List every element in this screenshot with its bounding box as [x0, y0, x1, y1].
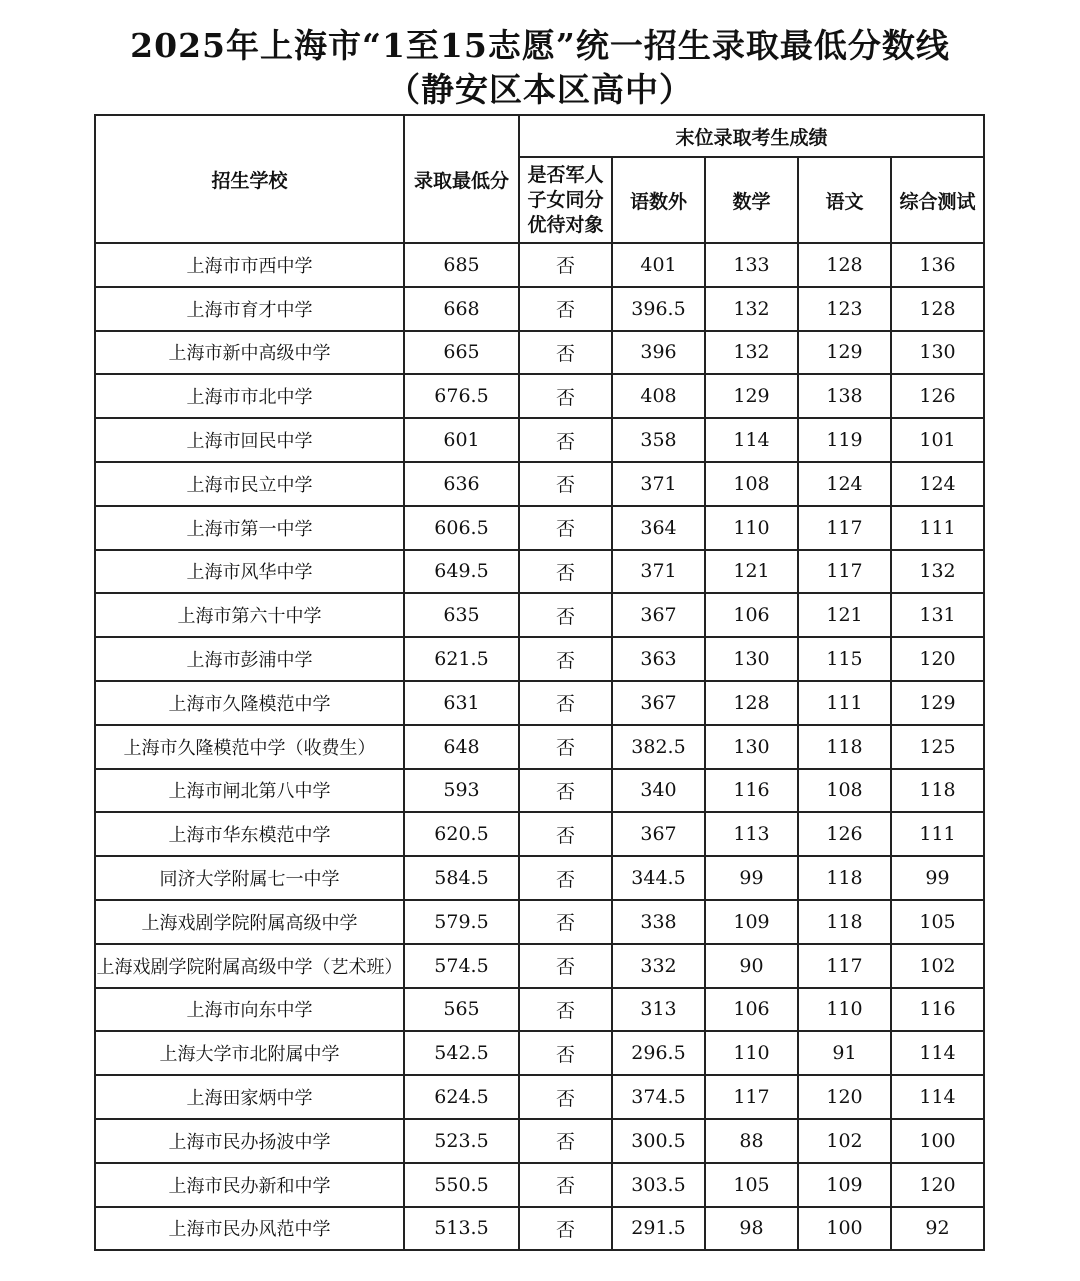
cell-school: 上海市风华中学: [95, 550, 404, 594]
cell-chinese: 128: [798, 243, 891, 287]
cell-military-priority: 否: [519, 462, 612, 506]
cell-math: 110: [705, 1031, 798, 1075]
cell-school: 上海市新中高级中学: [95, 331, 404, 375]
cell-comprehensive: 99: [891, 856, 984, 900]
cell-math: 88: [705, 1119, 798, 1163]
cell-chinese: 120: [798, 1075, 891, 1119]
header-comprehensive: 综合测试: [891, 157, 984, 243]
cell-min-score: 606.5: [404, 506, 519, 550]
cell-min-score: 565: [404, 988, 519, 1032]
cell-min-score: 631: [404, 681, 519, 725]
table-row: [95, 550, 984, 594]
cell-chi-math-eng: 396.5: [612, 287, 705, 331]
header-school: 招生学校: [95, 115, 404, 243]
cell-min-score: 513.5: [404, 1207, 519, 1251]
cell-school: 上海市久隆模范中学（收费生）: [95, 725, 404, 769]
cell-school: 上海市民办扬波中学: [95, 1119, 404, 1163]
table-row: [95, 900, 984, 944]
cell-school: 上海戏剧学院附属高级中学（艺术班）: [95, 944, 404, 988]
cell-chi-math-eng: 382.5: [612, 725, 705, 769]
cell-military-priority: 否: [519, 1207, 612, 1251]
cell-chinese: 115: [798, 637, 891, 681]
cell-chinese: 118: [798, 900, 891, 944]
cell-comprehensive: 128: [891, 287, 984, 331]
cell-comprehensive: 100: [891, 1119, 984, 1163]
cell-chinese: 110: [798, 988, 891, 1032]
admission-score-table: [94, 114, 985, 1251]
cell-chi-math-eng: 332: [612, 944, 705, 988]
table-row: [95, 988, 984, 1032]
cell-military-priority: 否: [519, 900, 612, 944]
cell-math: 109: [705, 900, 798, 944]
cell-chinese: 109: [798, 1163, 891, 1207]
cell-min-score: 636: [404, 462, 519, 506]
cell-math: 132: [705, 331, 798, 375]
cell-military-priority: 否: [519, 593, 612, 637]
cell-min-score: 668: [404, 287, 519, 331]
table-row: [95, 1207, 984, 1251]
cell-school: 上海田家炳中学: [95, 1075, 404, 1119]
cell-chi-math-eng: 364: [612, 506, 705, 550]
table-row: [95, 462, 984, 506]
cell-military-priority: 否: [519, 812, 612, 856]
cell-chi-math-eng: 371: [612, 550, 705, 594]
cell-military-priority: 否: [519, 418, 612, 462]
table-row: [95, 812, 984, 856]
cell-comprehensive: 116: [891, 988, 984, 1032]
cell-chinese: 111: [798, 681, 891, 725]
cell-comprehensive: 102: [891, 944, 984, 988]
cell-chinese: 126: [798, 812, 891, 856]
page-subtitle: （静安区本区高中）: [387, 70, 693, 109]
table-row: [95, 506, 984, 550]
cell-min-score: 676.5: [404, 374, 519, 418]
cell-military-priority: 否: [519, 506, 612, 550]
cell-school: 上海市民办新和中学: [95, 1163, 404, 1207]
cell-chi-math-eng: 371: [612, 462, 705, 506]
cell-min-score: 649.5: [404, 550, 519, 594]
table-row: [95, 374, 984, 418]
cell-military-priority: 否: [519, 944, 612, 988]
cell-comprehensive: 136: [891, 243, 984, 287]
cell-school: 上海市回民中学: [95, 418, 404, 462]
cell-chi-math-eng: 340: [612, 769, 705, 813]
cell-comprehensive: 120: [891, 637, 984, 681]
cell-school: 上海市市北中学: [95, 374, 404, 418]
cell-min-score: 624.5: [404, 1075, 519, 1119]
cell-comprehensive: 114: [891, 1075, 984, 1119]
cell-school: 上海市华东模范中学: [95, 812, 404, 856]
cell-math: 121: [705, 550, 798, 594]
cell-min-score: 550.5: [404, 1163, 519, 1207]
cell-comprehensive: 92: [891, 1207, 984, 1251]
cell-school: 上海市闸北第八中学: [95, 769, 404, 813]
cell-math: 130: [705, 725, 798, 769]
cell-math: 98: [705, 1207, 798, 1251]
cell-military-priority: 否: [519, 550, 612, 594]
cell-comprehensive: 105: [891, 900, 984, 944]
cell-math: 99: [705, 856, 798, 900]
cell-chinese: 129: [798, 331, 891, 375]
cell-comprehensive: 132: [891, 550, 984, 594]
cell-school: 上海市久隆模范中学: [95, 681, 404, 725]
cell-comprehensive: 111: [891, 506, 984, 550]
cell-min-score: 574.5: [404, 944, 519, 988]
cell-min-score: 621.5: [404, 637, 519, 681]
cell-comprehensive: 126: [891, 374, 984, 418]
cell-chi-math-eng: 408: [612, 374, 705, 418]
table-row: [95, 331, 984, 375]
cell-military-priority: 否: [519, 1075, 612, 1119]
cell-min-score: 593: [404, 769, 519, 813]
cell-military-priority: 否: [519, 374, 612, 418]
cell-military-priority: 否: [519, 988, 612, 1032]
cell-school: 上海市市西中学: [95, 243, 404, 287]
cell-min-score: 601: [404, 418, 519, 462]
cell-comprehensive: 125: [891, 725, 984, 769]
cell-school: 上海市向东中学: [95, 988, 404, 1032]
cell-chi-math-eng: 363: [612, 637, 705, 681]
cell-chinese: 117: [798, 550, 891, 594]
cell-chi-math-eng: 313: [612, 988, 705, 1032]
cell-school: 上海市彭浦中学: [95, 637, 404, 681]
table-header: [95, 115, 984, 243]
table-row: [95, 637, 984, 681]
header-chi-math-eng: 语数外: [612, 157, 705, 243]
cell-math: 110: [705, 506, 798, 550]
cell-comprehensive: 131: [891, 593, 984, 637]
cell-school: 上海市育才中学: [95, 287, 404, 331]
cell-school: 同济大学附属七一中学: [95, 856, 404, 900]
cell-chi-math-eng: 358: [612, 418, 705, 462]
cell-chinese: 91: [798, 1031, 891, 1075]
cell-math: 105: [705, 1163, 798, 1207]
cell-chinese: 121: [798, 593, 891, 637]
cell-min-score: 579.5: [404, 900, 519, 944]
cell-chi-math-eng: 291.5: [612, 1207, 705, 1251]
cell-min-score: 523.5: [404, 1119, 519, 1163]
header-group-title: 末位录取考生成绩: [519, 115, 984, 157]
header-chinese: 语文: [798, 157, 891, 243]
cell-chinese: 117: [798, 944, 891, 988]
cell-chinese: 123: [798, 287, 891, 331]
cell-school: 上海戏剧学院附属高级中学: [95, 900, 404, 944]
cell-math: 132: [705, 287, 798, 331]
cell-military-priority: 否: [519, 856, 612, 900]
cell-school: 上海大学市北附属中学: [95, 1031, 404, 1075]
cell-military-priority: 否: [519, 1031, 612, 1075]
cell-chi-math-eng: 367: [612, 812, 705, 856]
cell-math: 113: [705, 812, 798, 856]
cell-chi-math-eng: 300.5: [612, 1119, 705, 1163]
cell-comprehensive: 111: [891, 812, 984, 856]
table-row: [95, 856, 984, 900]
cell-chinese: 100: [798, 1207, 891, 1251]
cell-chi-math-eng: 396: [612, 331, 705, 375]
cell-min-score: 542.5: [404, 1031, 519, 1075]
cell-comprehensive: 120: [891, 1163, 984, 1207]
cell-military-priority: 否: [519, 681, 612, 725]
cell-math: 130: [705, 637, 798, 681]
cell-military-priority: 否: [519, 243, 612, 287]
cell-school: 上海市第六十中学: [95, 593, 404, 637]
cell-school: 上海市民办风范中学: [95, 1207, 404, 1251]
cell-chi-math-eng: 374.5: [612, 1075, 705, 1119]
cell-math: 129: [705, 374, 798, 418]
cell-comprehensive: 124: [891, 462, 984, 506]
cell-military-priority: 否: [519, 331, 612, 375]
cell-military-priority: 否: [519, 1119, 612, 1163]
cell-chi-math-eng: 367: [612, 593, 705, 637]
cell-min-score: 665: [404, 331, 519, 375]
cell-chinese: 108: [798, 769, 891, 813]
cell-math: 106: [705, 988, 798, 1032]
cell-chi-math-eng: 401: [612, 243, 705, 287]
cell-min-score: 648: [404, 725, 519, 769]
cell-military-priority: 否: [519, 637, 612, 681]
table-row: [95, 681, 984, 725]
cell-min-score: 685: [404, 243, 519, 287]
table-row: [95, 1031, 984, 1075]
cell-chinese: 118: [798, 856, 891, 900]
cell-chinese: 102: [798, 1119, 891, 1163]
cell-chinese: 138: [798, 374, 891, 418]
cell-comprehensive: 114: [891, 1031, 984, 1075]
cell-comprehensive: 130: [891, 331, 984, 375]
cell-school: 上海市民立中学: [95, 462, 404, 506]
cell-math: 114: [705, 418, 798, 462]
cell-math: 116: [705, 769, 798, 813]
cell-chi-math-eng: 344.5: [612, 856, 705, 900]
cell-chi-math-eng: 367: [612, 681, 705, 725]
cell-chinese: 118: [798, 725, 891, 769]
header-min-score: 录取最低分: [404, 115, 519, 243]
cell-math: 117: [705, 1075, 798, 1119]
table-row: [95, 769, 984, 813]
cell-comprehensive: 118: [891, 769, 984, 813]
table-row: [95, 1119, 984, 1163]
cell-chinese: 117: [798, 506, 891, 550]
table-row: [95, 287, 984, 331]
cell-military-priority: 否: [519, 769, 612, 813]
cell-comprehensive: 101: [891, 418, 984, 462]
cell-chi-math-eng: 303.5: [612, 1163, 705, 1207]
table-row: [95, 944, 984, 988]
cell-school: 上海市第一中学: [95, 506, 404, 550]
cell-math: 108: [705, 462, 798, 506]
cell-math: 128: [705, 681, 798, 725]
table-row: [95, 1163, 984, 1207]
table-row: [95, 593, 984, 637]
cell-chi-math-eng: 296.5: [612, 1031, 705, 1075]
header-math: 数学: [705, 157, 798, 243]
cell-military-priority: 否: [519, 1163, 612, 1207]
header-military-priority: 是否军人子女同分优待对象: [519, 157, 612, 243]
cell-chinese: 124: [798, 462, 891, 506]
table-row: [95, 418, 984, 462]
cell-math: 90: [705, 944, 798, 988]
cell-min-score: 584.5: [404, 856, 519, 900]
table-row: [95, 725, 984, 769]
table-body: [95, 243, 984, 1250]
table-row: [95, 1075, 984, 1119]
cell-min-score: 635: [404, 593, 519, 637]
page-title: 2025年上海市“1至15志愿”统一招生录取最低分数线: [130, 26, 950, 65]
cell-military-priority: 否: [519, 287, 612, 331]
cell-chi-math-eng: 338: [612, 900, 705, 944]
cell-chinese: 119: [798, 418, 891, 462]
cell-math: 133: [705, 243, 798, 287]
cell-comprehensive: 129: [891, 681, 984, 725]
cell-min-score: 620.5: [404, 812, 519, 856]
table-row: [95, 243, 984, 287]
cell-math: 106: [705, 593, 798, 637]
cell-military-priority: 否: [519, 725, 612, 769]
